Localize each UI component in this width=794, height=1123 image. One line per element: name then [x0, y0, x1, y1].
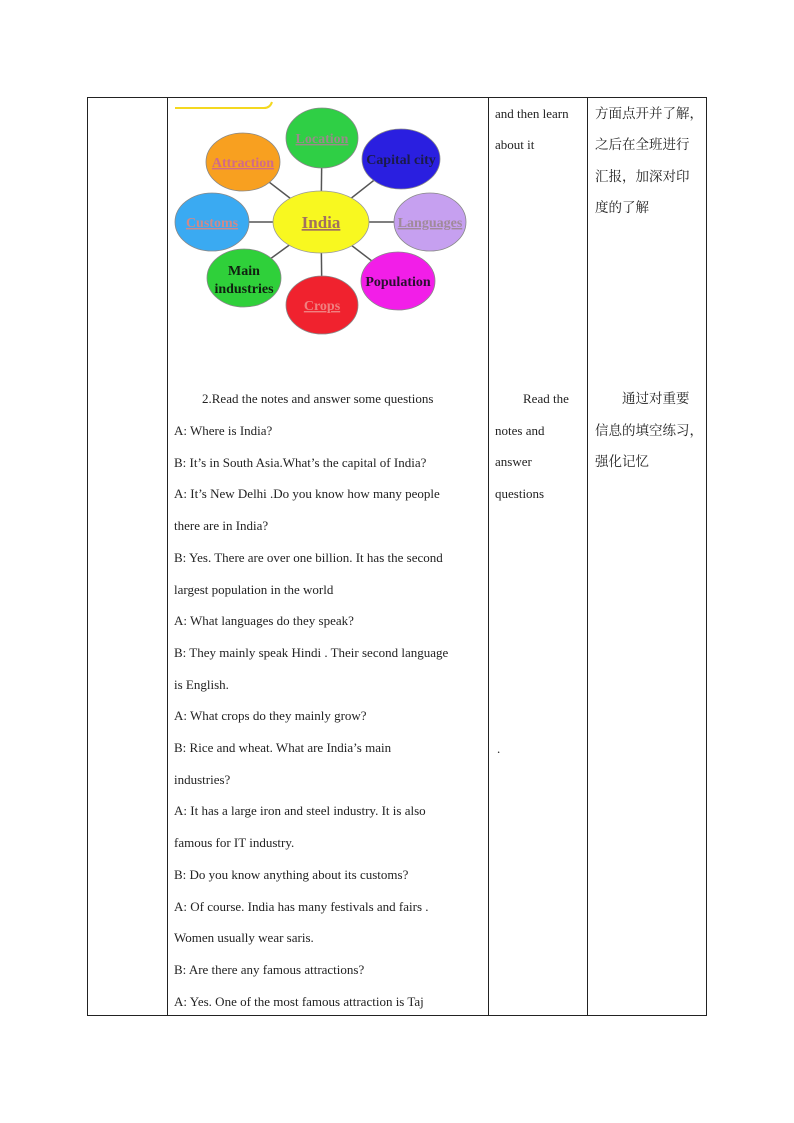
- mind-map-node-customs: [175, 193, 249, 251]
- dialog-line: A: Yes. One of the most famous attraction is Taj: [174, 993, 424, 1009]
- mind-map-node-label: Crops: [303, 299, 341, 314]
- activity-cell: [489, 98, 588, 1015]
- dialog-line: A: What crops do they mainly grow?: [174, 708, 367, 724]
- mind-map-node-crops: [286, 276, 358, 334]
- dialog-line: A: It has a large iron and steel industry. It is also: [174, 803, 426, 819]
- intent-text-line: 之后在全班进行: [595, 137, 690, 153]
- mind-map-center-label: India: [301, 213, 341, 232]
- intent-text-line: 强化记忆: [595, 454, 649, 470]
- dialog-line: A: Of course. India has many festivals and fairs .: [174, 898, 429, 914]
- intent-cell: [588, 98, 706, 1015]
- mind-map-node-attraction: [206, 133, 280, 191]
- mind-map-node-population: [361, 252, 435, 310]
- dialog-line: A: It’s New Delhi .Do you know how many people: [174, 486, 440, 502]
- activity-text-line: notes and: [495, 423, 545, 438]
- dialog-line: there are in India?: [174, 518, 269, 534]
- dialog-line: B: Do you know anything about its customs?: [174, 866, 409, 882]
- dialog-line: A: Where is India?: [174, 423, 273, 438]
- mind-map-node-location: [286, 108, 358, 168]
- mind-map-node-label: Customs: [185, 216, 239, 231]
- activity-text-line: questions: [495, 486, 545, 501]
- dialog-line: B: Yes. There are over one billion. It has the second: [174, 549, 443, 565]
- content-cell: [168, 98, 489, 1015]
- intent-text-line: 方面点开并了解，: [595, 106, 703, 122]
- lesson-table: [87, 97, 707, 1016]
- mind-map-node-main-industries: [207, 249, 281, 307]
- mind-map-node-label: Languages: [397, 216, 463, 231]
- dialog-line: largest population in the world: [174, 581, 334, 597]
- dialog-line: famous for IT industry.: [174, 835, 295, 851]
- mind-map-node-label: Location: [295, 132, 349, 147]
- intent-text-line: 度的了解: [595, 200, 649, 216]
- dialog-line: B: They mainly speak Hindi . Their second language: [174, 644, 449, 660]
- activity-text-line: about it: [495, 137, 535, 152]
- stage-cell: [88, 98, 167, 1015]
- dialog-line: A: What languages do they speak?: [174, 613, 354, 629]
- activity-text-line: answer: [495, 454, 532, 469]
- mind-map-node-label: Attraction: [211, 156, 275, 171]
- india-mind-map: [172, 98, 489, 343]
- mind-map-nodes: [175, 108, 466, 334]
- dialog-line: industries?: [174, 771, 231, 787]
- title-underline-decoration: [175, 102, 272, 108]
- mind-map-node-capital-city: [362, 129, 440, 189]
- dialog-line: B: Rice and wheat. What are India’s main: [174, 740, 392, 755]
- dialog-line: Women usually wear saris.: [174, 930, 314, 946]
- mind-map-node-label: Main: [228, 264, 260, 279]
- intent-text-line: 通过对重要: [622, 391, 690, 407]
- dialog-line: is English.: [174, 676, 229, 692]
- activity-dot: .: [497, 741, 501, 756]
- intent-text-line: 汇报，加深对印: [595, 169, 690, 185]
- mind-map-node-label: Capital city: [366, 153, 436, 168]
- mind-map-node-languages: [394, 193, 466, 251]
- dialog-line: B: Are there any famous attractions?: [174, 961, 365, 977]
- mind-map-node-label: Population: [365, 275, 431, 290]
- mind-map-node-label: industries: [214, 282, 274, 297]
- activity-text-line: Read the: [523, 391, 569, 406]
- task-heading: 2.Read the notes and answer some questions: [202, 391, 434, 406]
- activity-text-line: and then learn: [495, 106, 569, 121]
- intent-text-line: 信息的填空练习，: [595, 423, 703, 439]
- mind-map-center-node: [273, 191, 369, 253]
- dialog-line: B: It’s in South Asia.What’s the capital of India?: [174, 454, 427, 470]
